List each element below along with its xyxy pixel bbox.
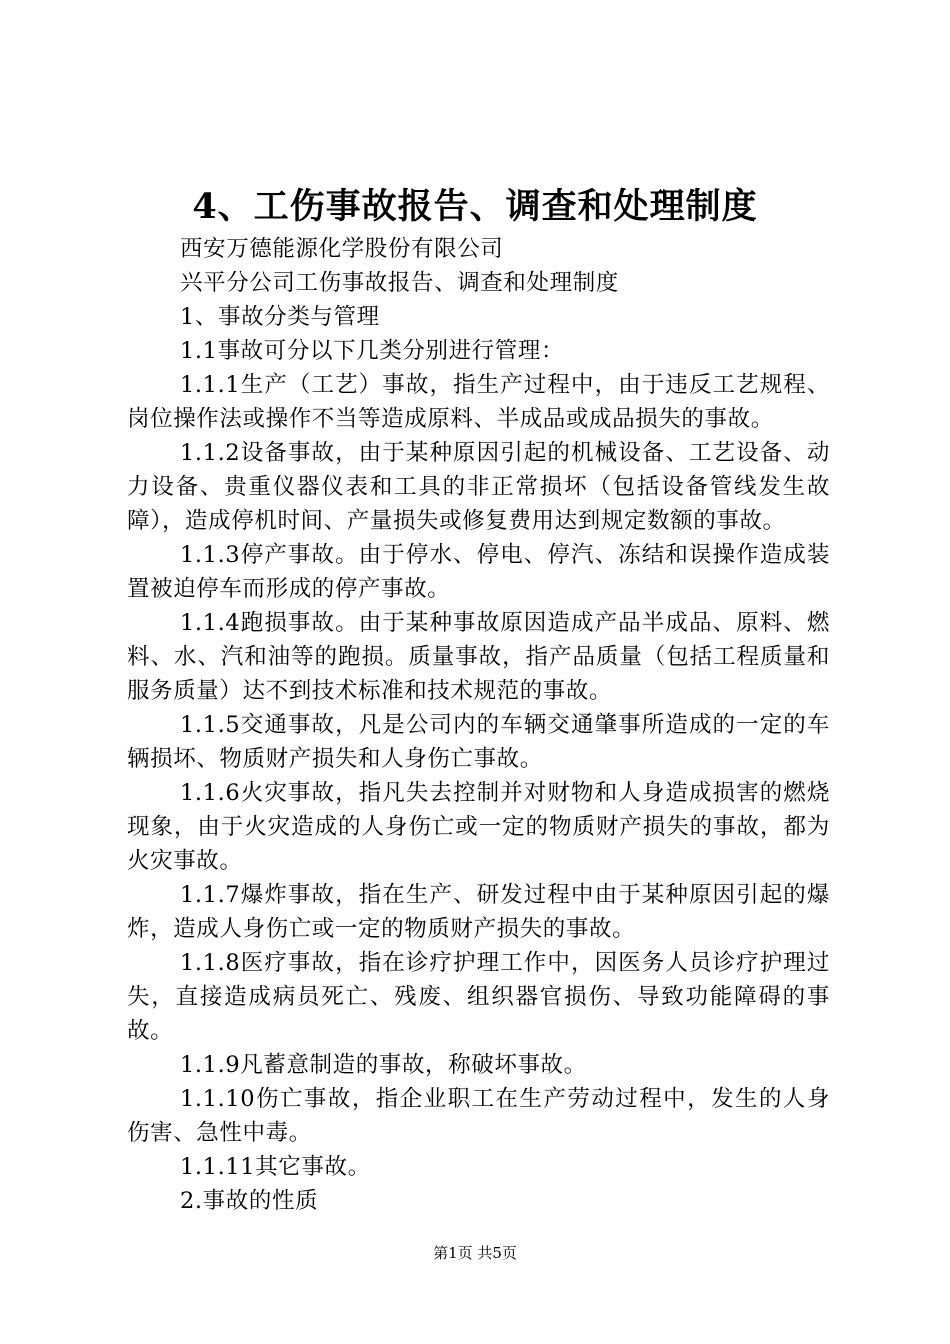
paragraph-1-1-4: 1.1.4跑损事故。由于某种事故原因造成产品半成品、原料、燃料、水、汽和油等的跑损。质量事故，指产品质量（包括工程质量和服务质量）达不到技术标准和技术规范的事故。 [127, 610, 830, 704]
section-heading-1: 1、事故分类与管理 [180, 304, 380, 330]
paragraph-1-1-10: 1.1.10伤亡事故，指企业职工在生产劳动过程中，发生的人身伤害、急性中毒。 [127, 1086, 830, 1146]
paragraph-1-1-7: 1.1.7爆炸事故，指在生产、研发过程中由于某种原因引起的爆炸，造成人身伤亡或一定的物质财产损失的事故。 [127, 882, 830, 942]
section-heading-2: 2.事故的性质 [180, 1188, 319, 1214]
paragraph-1-1-1: 1.1.1生产（工艺）事故，指生产过程中，由于违反工艺规程、岗位操作法或操作不当等造成原料、半成品或成品损失的事故。 [127, 372, 830, 432]
paragraph-1-1-8: 1.1.8医疗事故，指在诊疗护理工作中，因医务人员诊疗护理过失，直接造成病员死亡、残废、组织器官损伤、导致功能障碍的事故。 [127, 950, 830, 1044]
document-title: 4、工伤事故报告、调查和处理制度 [192, 186, 758, 227]
paragraph-1-1-5: 1.1.5交通事故，凡是公司内的车辆交通肇事所造成的一定的车辆损坏、物质财产损失和人身伤亡事故。 [127, 712, 830, 772]
page-footer: 第1页 共5页 [433, 1244, 517, 1262]
paragraph-1-1-3: 1.1.3停产事故。由于停水、停电、停汽、冻结和误操作造成装置被迫停车而形成的停产事故。 [127, 542, 830, 602]
paragraph-1-1-11: 1.1.11其它事故。 [180, 1154, 371, 1180]
paragraph-subtitle: 兴平分公司工伤事故报告、调查和处理制度 [180, 270, 619, 296]
paragraph-company: 西安万德能源化学股份有限公司 [180, 236, 504, 262]
paragraph-1-1-6: 1.1.6火灾事故，指凡失去控制并对财物和人身造成损害的燃烧现象，由于火灾造成的人身伤亡或一定的物质财产损失的事故，都为火灾事故。 [127, 780, 830, 874]
document-body [127, 232, 830, 1218]
paragraph-1-1-2: 1.1.2设备事故，由于某种原因引起的机械设备、工艺设备、动力设备、贵重仪器仪表和工具的非正常损坏（包括设备管线发生故障），造成停机时间、产量损失或修复费用达到规定数额的事故。 [127, 440, 830, 534]
paragraph-1-1-9: 1.1.9凡蓄意制造的事故，称破坏事故。 [180, 1052, 587, 1078]
paragraph-1-1: 1.1事故可分以下几类分别进行管理： [180, 338, 565, 364]
